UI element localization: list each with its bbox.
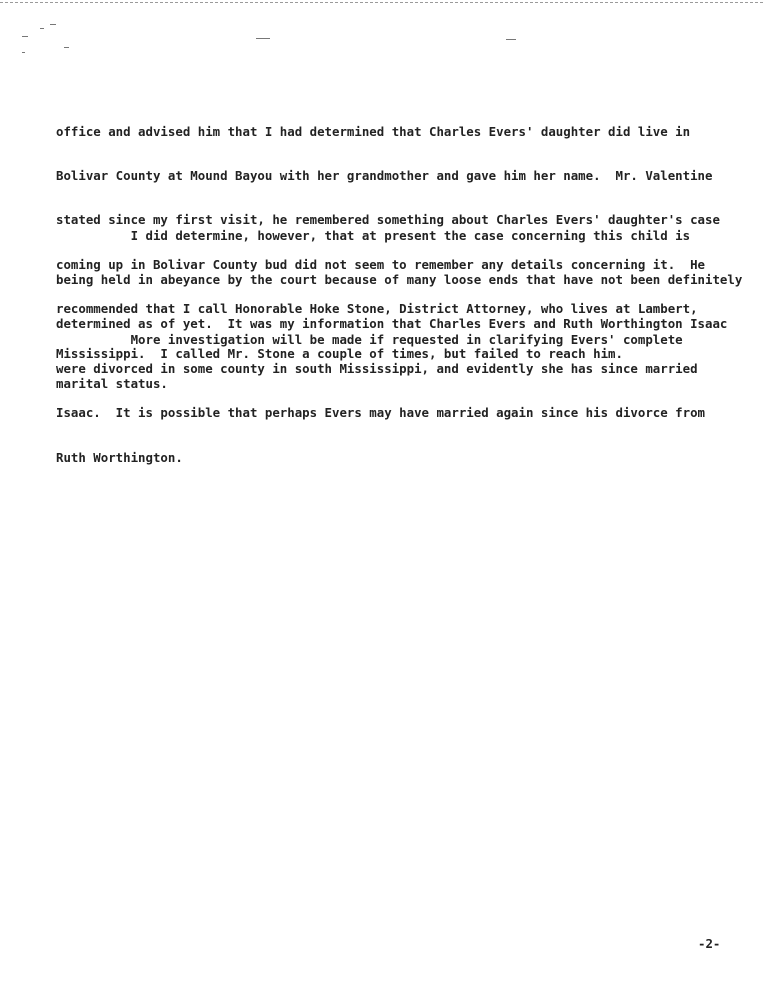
text-line: Bolivar County at Mound Bayou with her grandmother and gave him her name. Mr. Valentine (56, 167, 713, 183)
text-line: coming up in Bolivar County bud did not seem to remember any details concerning it. He (56, 256, 706, 272)
scan-mark (40, 28, 44, 29)
text-line: were divorced in some county in south Mississippi, and evidently she has since married (56, 360, 698, 376)
scan-mark (22, 36, 28, 37)
text-line: Mississippi. I called Mr. Stone a couple of times, but failed to reach him. (56, 345, 623, 361)
text-line: Ruth Worthington. (56, 449, 183, 465)
text-line: Isaac. It is possible that perhaps Evers may have married again since his divorce from (56, 405, 706, 421)
text-line: stated since my first visit, he remembered something about Charles Evers' daughter's case (56, 212, 720, 228)
scan-mark (50, 24, 56, 25)
page-number: -2- (698, 936, 721, 951)
text-line: marital status. (56, 375, 168, 391)
scan-mark (256, 38, 270, 39)
text-line: I did determine, however, that at present the case concerning this child is (56, 227, 691, 243)
top-dashed-border (0, 2, 763, 3)
text-line: recommended that I call Honorable Hoke Stone, District Attorney, who lives at Lambert, (56, 301, 698, 317)
scan-mark (506, 39, 516, 40)
scan-mark (22, 52, 25, 53)
text-line: being held in abeyance by the court because of many loose ends that have not been definitely (56, 271, 743, 287)
text-line: office and advised him that I had determined that Charles Evers' daughter did live in (56, 123, 691, 139)
scan-mark (64, 47, 69, 48)
text-line: More investigation will be made if requested in clarifying Evers' complete (56, 331, 683, 347)
paragraph-3 (56, 303, 756, 421)
text-line: determined as of yet. It was my information that Charles Evers and Ruth Worthington Isaac (56, 316, 728, 332)
